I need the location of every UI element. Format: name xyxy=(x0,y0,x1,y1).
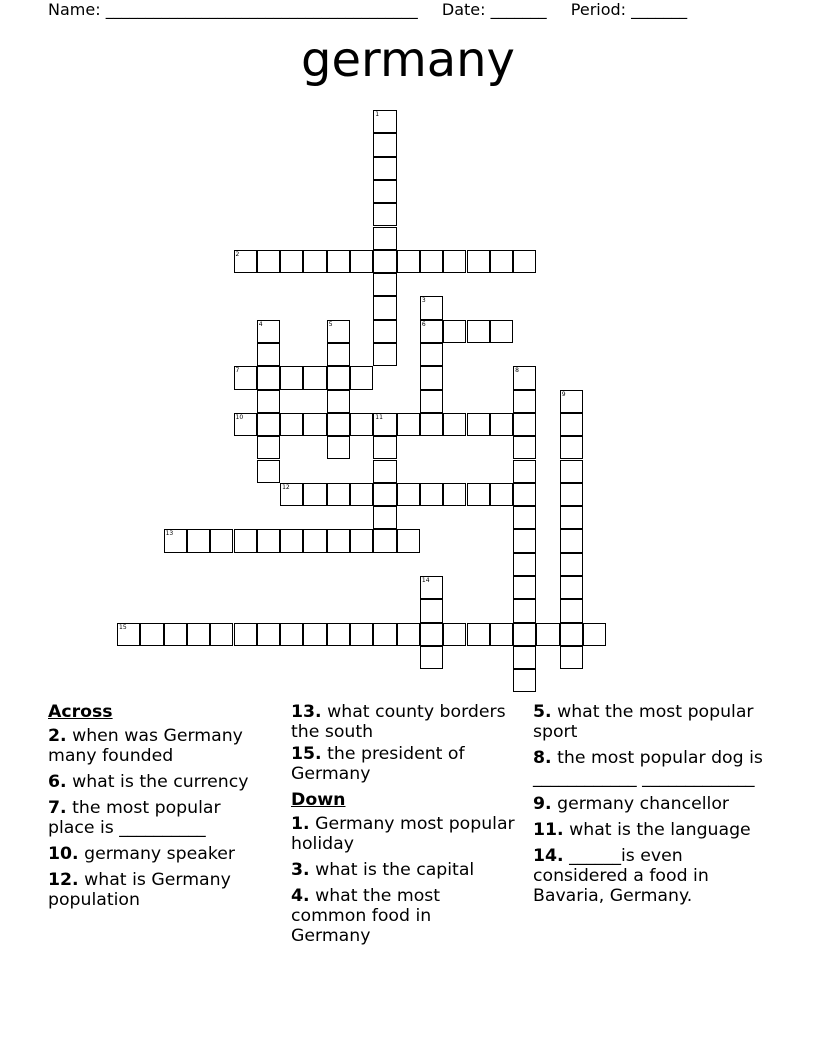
grid-cell[interactable] xyxy=(210,529,233,552)
period-label: Period: xyxy=(570,0,632,19)
grid-cell[interactable] xyxy=(280,413,303,436)
grid-cell[interactable] xyxy=(327,390,350,413)
grid-cell[interactable] xyxy=(373,506,396,529)
grid-cell[interactable] xyxy=(420,483,443,506)
grid-cell[interactable] xyxy=(280,623,303,646)
cell-number: 5 xyxy=(328,320,333,328)
grid-cell[interactable] xyxy=(397,529,420,552)
grid-cell[interactable] xyxy=(490,413,513,436)
grid-cell[interactable] xyxy=(303,366,326,389)
clue-down-5: 5. what the most popular sport xyxy=(533,702,754,742)
date-blank[interactable]: _______ xyxy=(490,0,547,19)
grid-cell[interactable] xyxy=(373,623,396,646)
grid-cell[interactable] xyxy=(420,599,443,622)
grid-cell[interactable] xyxy=(210,623,233,646)
grid-cell[interactable] xyxy=(257,343,280,366)
grid-cell[interactable] xyxy=(257,366,280,389)
grid-cell[interactable] xyxy=(303,623,326,646)
grid-cell[interactable] xyxy=(513,250,536,273)
grid-cell[interactable] xyxy=(420,366,443,389)
cell-number: 3 xyxy=(421,297,426,305)
grid-cell[interactable] xyxy=(373,436,396,459)
grid-cell[interactable] xyxy=(420,320,443,343)
grid-cell[interactable] xyxy=(234,366,257,389)
grid-cell[interactable] xyxy=(373,203,396,226)
grid-cell[interactable] xyxy=(234,623,257,646)
grid-cell[interactable] xyxy=(350,413,373,436)
grid-cell[interactable] xyxy=(560,529,583,552)
cell-number: 14 xyxy=(421,577,430,584)
grid-cell[interactable] xyxy=(467,623,490,646)
clue-down-1: 1. Germany most popular holiday xyxy=(291,814,515,854)
grid-cell[interactable] xyxy=(467,413,490,436)
grid-cell[interactable] xyxy=(420,646,443,669)
grid-cell[interactable] xyxy=(327,250,350,273)
clue-down-8: 8. the most popular dog is ____________ _____________ xyxy=(533,748,763,788)
grid-cell[interactable] xyxy=(373,273,396,296)
grid-cell[interactable] xyxy=(560,483,583,506)
grid-cell[interactable] xyxy=(443,250,466,273)
grid-cell[interactable] xyxy=(303,413,326,436)
grid-cell[interactable] xyxy=(373,180,396,203)
page-title: germany xyxy=(301,32,515,88)
grid-cell[interactable] xyxy=(303,250,326,273)
grid-cell[interactable] xyxy=(490,320,513,343)
grid-cell[interactable] xyxy=(490,250,513,273)
grid-cell[interactable] xyxy=(187,623,210,646)
grid-cell[interactable] xyxy=(513,483,536,506)
grid-cell[interactable] xyxy=(280,483,303,506)
grid-cell[interactable] xyxy=(513,390,536,413)
grid-cell[interactable] xyxy=(373,296,396,319)
grid-cell[interactable] xyxy=(117,623,140,646)
clues-column-3 xyxy=(533,702,768,912)
grid-cell[interactable] xyxy=(513,553,536,576)
name-label: Name: xyxy=(48,0,106,19)
grid-cell[interactable] xyxy=(513,599,536,622)
grid-cell[interactable] xyxy=(420,623,443,646)
grid-cell[interactable] xyxy=(373,413,396,436)
clue-down-9: 9. germany chancellor xyxy=(533,794,730,814)
grid-cell[interactable] xyxy=(513,413,536,436)
grid-cell[interactable] xyxy=(327,320,350,343)
grid-cell[interactable] xyxy=(560,460,583,483)
grid-cell[interactable] xyxy=(513,460,536,483)
grid-cell[interactable] xyxy=(234,413,257,436)
grid-cell[interactable] xyxy=(420,250,443,273)
grid-cell[interactable] xyxy=(234,250,257,273)
grid-cell[interactable] xyxy=(280,366,303,389)
grid-cell[interactable] xyxy=(420,343,443,366)
cell-number: 4 xyxy=(258,320,263,328)
date-label: Date: xyxy=(441,0,491,19)
grid-cell[interactable] xyxy=(164,623,187,646)
cell-number: 1 xyxy=(375,111,380,118)
clue-down-14: 14. ______is even considered a food in Bavaria, Germany. xyxy=(533,846,709,906)
clue-across-12: 12. what is Germany population xyxy=(48,870,231,910)
grid-cell[interactable] xyxy=(140,623,163,646)
grid-cell[interactable] xyxy=(327,623,350,646)
down-heading: Down xyxy=(291,790,346,810)
grid-cell[interactable] xyxy=(373,320,396,343)
clue-down-11: 11. what is the language xyxy=(533,820,751,840)
grid-cell[interactable] xyxy=(560,436,583,459)
grid-cell[interactable] xyxy=(443,413,466,436)
grid-cell[interactable] xyxy=(560,576,583,599)
grid-cell[interactable] xyxy=(373,483,396,506)
grid-cell[interactable] xyxy=(560,623,583,646)
grid-cell[interactable] xyxy=(560,506,583,529)
clue-across-13: 13. what county borders the south xyxy=(291,702,506,742)
cell-number: 12 xyxy=(282,483,290,491)
cell-number: 11 xyxy=(375,413,383,421)
grid-cell[interactable] xyxy=(257,460,280,483)
cell-number: 9 xyxy=(561,390,566,398)
grid-cell[interactable] xyxy=(373,110,396,133)
clues-column-1 xyxy=(48,702,268,916)
grid-cell[interactable] xyxy=(327,343,350,366)
grid-cell[interactable] xyxy=(303,483,326,506)
grid-cell[interactable] xyxy=(257,413,280,436)
clue-across-15: 15. the president of Germany xyxy=(291,744,465,784)
cell-number: 13 xyxy=(165,530,174,538)
grid-cell[interactable] xyxy=(397,250,420,273)
grid-cell[interactable] xyxy=(327,483,350,506)
cell-number: 2 xyxy=(235,250,240,258)
grid-cell[interactable] xyxy=(350,366,373,389)
grid-cell[interactable] xyxy=(397,483,420,506)
grid-cell[interactable] xyxy=(513,623,536,646)
across-heading: Across xyxy=(48,702,113,722)
cell-number: 7 xyxy=(235,367,240,375)
grid-cell[interactable] xyxy=(257,436,280,459)
grid-cell[interactable] xyxy=(257,623,280,646)
grid-cell[interactable] xyxy=(350,483,373,506)
grid-cell[interactable] xyxy=(397,623,420,646)
grid-cell[interactable] xyxy=(303,529,326,552)
grid-cell[interactable] xyxy=(327,366,350,389)
grid-cell[interactable] xyxy=(257,390,280,413)
grid-cell[interactable] xyxy=(420,413,443,436)
grid-cell[interactable] xyxy=(187,529,210,552)
cell-number: 8 xyxy=(515,367,519,375)
grid-cell[interactable] xyxy=(257,529,280,552)
grid-cell[interactable] xyxy=(280,529,303,552)
grid-cell[interactable] xyxy=(373,529,396,552)
grid-cell[interactable] xyxy=(373,133,396,156)
grid-cell[interactable] xyxy=(560,390,583,413)
grid-cell[interactable] xyxy=(513,576,536,599)
grid-cell[interactable] xyxy=(327,436,350,459)
grid-cell[interactable] xyxy=(350,529,373,552)
grid-cell[interactable] xyxy=(560,553,583,576)
period-blank[interactable]: _______ xyxy=(631,0,688,19)
clues-column-2 xyxy=(291,702,516,952)
clue-across-6: 6. what is the currency xyxy=(48,772,249,792)
grid-cell[interactable] xyxy=(350,623,373,646)
grid-cell[interactable] xyxy=(583,623,606,646)
grid-cell[interactable] xyxy=(420,390,443,413)
grid-cell[interactable] xyxy=(327,529,350,552)
clue-down-4: 4. what the most common food in Germany xyxy=(291,886,441,946)
grid-cell[interactable] xyxy=(373,460,396,483)
grid-cell[interactable] xyxy=(560,599,583,622)
grid-cell[interactable] xyxy=(513,646,536,669)
grid-cell[interactable] xyxy=(536,623,559,646)
grid-cell[interactable] xyxy=(513,669,536,692)
cell-number: 6 xyxy=(421,320,426,328)
grid-cell[interactable] xyxy=(350,250,373,273)
grid-cell[interactable] xyxy=(257,320,280,343)
clue-across-2: 2. when was Germany many founded xyxy=(48,726,243,766)
grid-cell[interactable] xyxy=(373,343,396,366)
grid-cell[interactable] xyxy=(513,366,536,389)
grid-cell[interactable] xyxy=(513,506,536,529)
grid-cell[interactable] xyxy=(420,296,443,319)
cell-number: 10 xyxy=(235,413,244,421)
grid-cell[interactable] xyxy=(443,320,466,343)
grid-cell[interactable] xyxy=(467,250,490,273)
name-blank[interactable]: _______________________________________ xyxy=(105,0,418,19)
grid-cell[interactable] xyxy=(420,576,443,599)
grid-cell[interactable] xyxy=(490,483,513,506)
clue-across-10: 10. germany speaker xyxy=(48,844,235,864)
grid-cell[interactable] xyxy=(467,320,490,343)
grid-cell[interactable] xyxy=(443,623,466,646)
grid-cell[interactable] xyxy=(257,250,280,273)
grid-cell[interactable] xyxy=(513,436,536,459)
clue-down-3: 3. what is the capital xyxy=(291,860,475,880)
grid-cell[interactable] xyxy=(560,413,583,436)
grid-cell[interactable] xyxy=(164,529,187,552)
grid-cell[interactable] xyxy=(397,413,420,436)
grid-cell[interactable] xyxy=(467,483,490,506)
cell-number: 15 xyxy=(119,623,127,631)
grid-cell[interactable] xyxy=(373,227,396,250)
grid-cell[interactable] xyxy=(373,250,396,273)
grid-cell[interactable] xyxy=(280,250,303,273)
grid-cell[interactable] xyxy=(327,413,350,436)
grid-cell[interactable] xyxy=(443,483,466,506)
grid-cell[interactable] xyxy=(513,529,536,552)
grid-cell[interactable] xyxy=(234,529,257,552)
grid-cell[interactable] xyxy=(560,646,583,669)
clue-across-7: 7. the most popular place is __________ xyxy=(48,798,221,838)
grid-cell[interactable] xyxy=(490,623,513,646)
grid-cell[interactable] xyxy=(373,157,396,180)
